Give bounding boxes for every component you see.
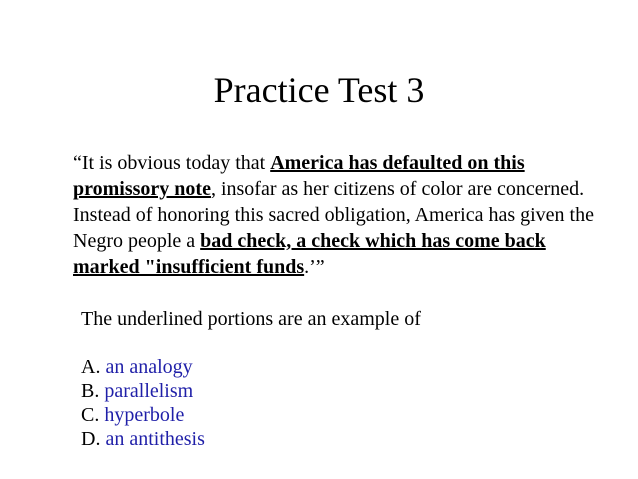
quote-text-part-2: , insofar as her citizens of color are concerned. Instead of honoring this sacred obligation, America has given the Negro people a: [73, 178, 594, 252]
slide-title: Practice Test 3: [213, 70, 425, 110]
option-text: parallelism: [104, 380, 194, 402]
answer-option-d[interactable]: [81, 427, 205, 451]
option-letter: D.: [81, 428, 101, 450]
answer-options: [81, 355, 205, 451]
quote-passage: [73, 150, 613, 280]
option-text: an antithesis: [105, 428, 205, 450]
option-text: an analogy: [105, 356, 193, 378]
option-letter: B.: [81, 380, 100, 402]
quote-text-part-3: .’”: [304, 256, 325, 278]
quote-text-part-1: “It is obvious today that: [73, 152, 271, 174]
option-letter: A.: [81, 356, 101, 378]
answer-option-c[interactable]: [81, 403, 205, 427]
option-letter: C.: [81, 404, 100, 426]
option-text: hyperbole: [104, 404, 185, 426]
question-prompt: The underlined portions are an example of: [81, 308, 421, 330]
underlined-phrase-1: America has defaulted on this promissory note: [73, 152, 525, 200]
underlined-phrase-2: bad check, a check which has come back marked "insufficient funds: [73, 230, 546, 278]
answer-option-b[interactable]: [81, 379, 205, 403]
answer-option-a[interactable]: [81, 355, 205, 379]
